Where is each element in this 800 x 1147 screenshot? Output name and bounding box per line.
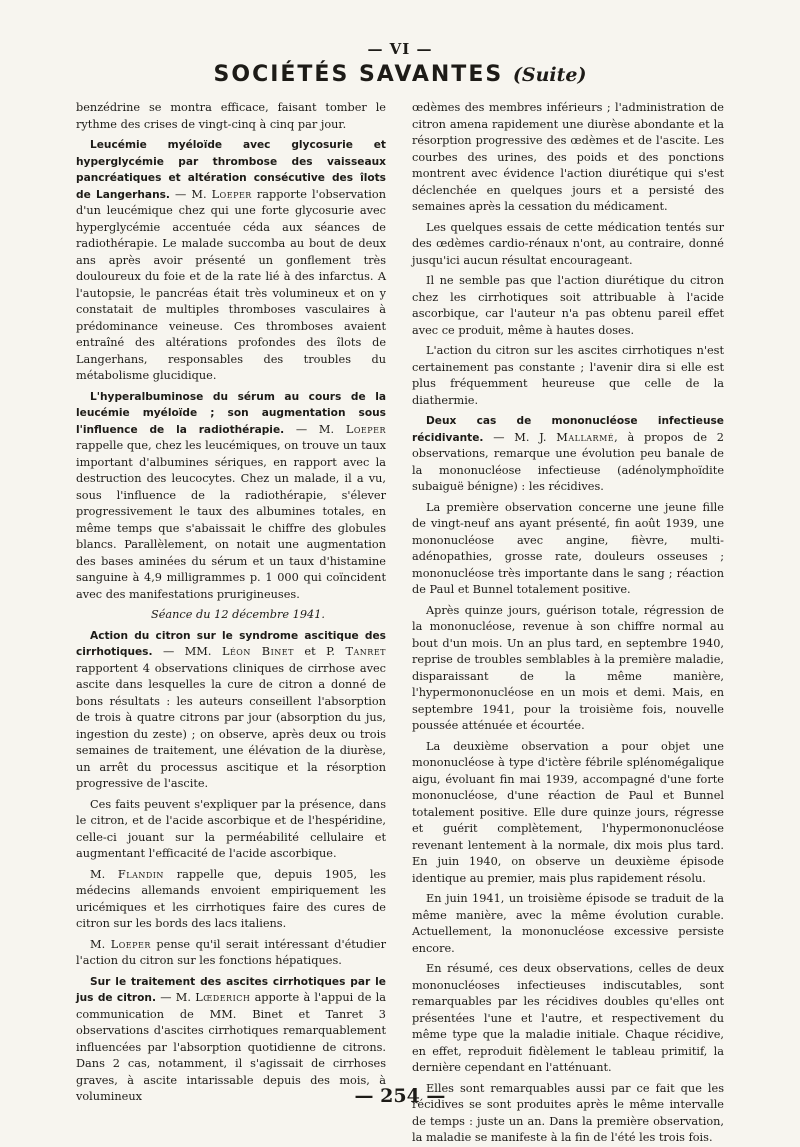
author-name: Flandin	[117, 867, 164, 881]
author-name: Mallarmé	[556, 430, 615, 444]
article-title: L'hyperalbuminose du sérum au cours de la leucémie myéloïde ; son augmentation sous l'influence de la radiothérapie.	[76, 390, 386, 436]
paragraph: Après quinze jours, guérison totale, régression de la mononucléose, revenue à son chiffre normal au bout d'un mois. Un an plus tard, en septembre 1940, reprise de troubles semblables à la première maladie, disparaissant de la même manière, l'hypermononucléose en un mois et demi. Mais, en septembre 1941, pour la troisième fois, nouvelle poussée atténuée et écourtée.	[412, 603, 724, 732]
dash: — MM.	[152, 645, 222, 658]
paragraph: œdèmes des membres inférieurs ; l'administration de citron amena rapidement une diurèse abondante et la résorption progressive des œdèmes et de l'ascite. Les courbes des urines, des poids et des ponctions montrent avec évidence l'action diurétique qui s'est déclenchée en quelques jours et a persisté des semaines après la cessation du médicament.	[412, 101, 724, 213]
section-title: SOCIÉTÉS SAVANTES	[213, 62, 504, 87]
author-name: Lœderich	[195, 991, 251, 1004]
paragraph-text: rappelle que, depuis 1905, les médecins allemands envoient empiriquement les uricémiques et les cirrhotiques faire des cures de citron sur les bords des lacs italiens.	[76, 867, 386, 930]
paragraph-text: rappelle que, chez les leucémiques, on trouve un taux important d'albumines sériques, en rapport avec la destruction des leucocytes. Chez un malade, il a vu, sous l'influence de la radiothérapie, s'élever progressivement le taux des albumines totales, en même temps que s'abaissait le chiffre des globules blancs. Parallèlement, on notait une augmentation des bases aminées du sérum et un taux d'histamine sanguine à 4,9 milligrammes p. 1 000 qui coïncident avec des manifestations prurigineuses.	[76, 439, 386, 601]
paragraph: La première observation concerne une jeune fille de vingt-neuf ans ayant présenté, fin août 1939, une mononucléose avec angine, fièvre, multi-adénopathies, grosse rate, douleurs osseuses ; mononucléose très importante dans le sang ; réaction de Paul et Bunnel totalement positive.	[412, 500, 724, 596]
session-date: Séance du 12 décembre 1941.	[151, 608, 325, 621]
paragraph: En juin 1941, un troisième épisode se traduit de la même manière, avec la même évolution curable. Actuellement, la mononucléose excessive persiste encore.	[412, 892, 724, 955]
dash: — M.	[155, 991, 196, 1004]
paragraph: L'action du citron sur les ascites cirrhotiques n'est certainement pas constante ; l'avenir dira si elle est plus fréquemment heureuse que celle de la diathermie.	[412, 344, 724, 407]
author-name: Loeper	[110, 937, 151, 951]
page-number: — 254 —	[354, 1085, 446, 1107]
paragraph-text: rapportent 4 observations cliniques de cirrhose avec ascite dans lesquelles la cure de citron a donné de bons résultats : les auteurs conseillent l'absorption de trois à quatre citrons par jour (absorption du jus, ingestion du zeste) ; on observe, après deux ou trois semaines de traitement, une élévation de la diurèse, un arrêt du processus ascitique et la résorption progressive de l'ascite.	[76, 661, 386, 790]
paragraph	[76, 937, 386, 970]
prefix: M.	[90, 937, 111, 951]
paragraph: benzédrine se montra efficace, faisant tomber le rythme des crises de vingt-cinq à cinq par jour.	[76, 101, 386, 131]
section-title-suite: (Suite)	[512, 64, 587, 86]
paragraph: Il ne semble pas que l'action diurétique du citron chez les cirrhotiques soit attribuable à l'acide ascorbique, car l'auteur n'a pas obtenu pareil effet avec ce produit, même à hautes doses.	[412, 274, 724, 337]
paragraph	[412, 413, 724, 496]
paragraph	[76, 137, 386, 385]
right-column	[412, 100, 724, 1144]
article-title: Deux cas de mononucléose infectieuse récidivante.	[412, 415, 724, 444]
running-head	[0, 62, 800, 87]
article-title: Sur le traitement des ascites cirrhotiques par le jus de citron.	[76, 975, 386, 1004]
paragraph-text: , à propos de 2 observations, remarque une évolution peu banale de la mononucléose infectieuse (adénolymphoïdite subaiguë bénigne) : les récidives.	[412, 430, 724, 493]
conjunction: et P.	[293, 645, 346, 658]
paragraph-text: pense qu'il serait intéressant d'étudier l'action du citron sur les fonctions hépatiques.	[76, 937, 387, 967]
dash: — M.	[284, 422, 346, 436]
paragraph	[76, 389, 386, 604]
article-title: Action du citron sur le syndrome ascitique des cirrhotiques.	[76, 629, 386, 658]
page-folio-roman: — VI —	[367, 40, 433, 58]
author-name: Tanret	[345, 645, 386, 658]
paragraph-text: rapporte l'observation d'un leucémique chez qui une forte glycosurie avec hyperglycémie accentuée céda aux séances de radiothérapie. Le malade succomba au bout de deux ans après avoir présenté un gonflement très douloureux du foie et de la rate lié à des infarctus. A l'autopsie, le pancréas était très volumineux et on y constatait de multiples thromboses vasculaires à prédominance veineuse. Ces thromboses avaient entraîné des altérations profondes des îlots de Langerhans, responsables des troubles du métabolisme glucidique.	[76, 187, 387, 382]
prefix: M.	[90, 867, 118, 881]
article-title: Leucémie myéloïde avec glycosurie et hyperglycémie par thrombose des vaisseaux pancréatiques et altération consécutive des îlots de Langerhans.	[76, 139, 386, 201]
paragraph: Les quelques essais de cette médication tentés sur des œdèmes cardio-rénaux n'ont, au contraire, donné jusqu'ici aucun résultat encourageant.	[412, 220, 724, 267]
paragraph: Ces faits peuvent s'expliquer par la présence, dans le citron, et de l'acide ascorbique et de l'hespéridine, celle-ci jouant sur la perméabilité cellulaire et augmentant l'efficacité de l'acide ascorbique.	[76, 797, 386, 860]
left-column	[76, 100, 387, 1103]
paragraph	[76, 628, 386, 793]
author-name: Loeper	[211, 187, 252, 201]
paragraph: Elles sont remarquables aussi par ce fait que les récidives se sont produites après le même intervalle de temps : juste un an. Dans la première observation, la maladie se manifeste à la fin de l'été les trois fois.	[412, 1081, 724, 1144]
author-name: Léon Binet	[221, 645, 294, 658]
paragraph	[76, 867, 386, 933]
author-name: Loeper	[345, 422, 386, 436]
paragraph-text: apporte à l'appui de la communication de MM. Binet et Tanret 3 observations d'ascites cirrhotiques remarquablement influencées par l'absorption quotidienne de citrons. Dans 2 cas, notamment, il s'agissait de cirrhoses graves, à ascite intarissable depuis des mois, à volumineux	[76, 991, 386, 1103]
dash: — M. J.	[483, 430, 557, 444]
paragraph: La deuxième observation a pour objet une mononucléose à type d'ictère fébrile splénomégalique aigu, évoluant fin mai 1939, accompagné d'une forte mononucléose, d'une réaction de Paul et Bunnel totalement positive. Elle dure quinze jours, régresse et guérit complètement, l'hypermononucléose revenant lentement à la normale, dix mois plus tard. En juin 1940, on observe un deuxième épisode identique au premier, mais plus rapidement résolu.	[412, 739, 724, 885]
dash: — M.	[169, 187, 212, 201]
paragraph: En résumé, ces deux observations, celles de deux mononucléoses infectieuses indiscutables, sont remarquables par les récidives doubles qu'elles ont présentées l'une et l'autre, et respectivement du même type que la maladie initiale. Chaque récidive, en effet, reproduit fidèlement le tableau primitif, la dernière cependant en l'atténuant.	[412, 962, 724, 1074]
